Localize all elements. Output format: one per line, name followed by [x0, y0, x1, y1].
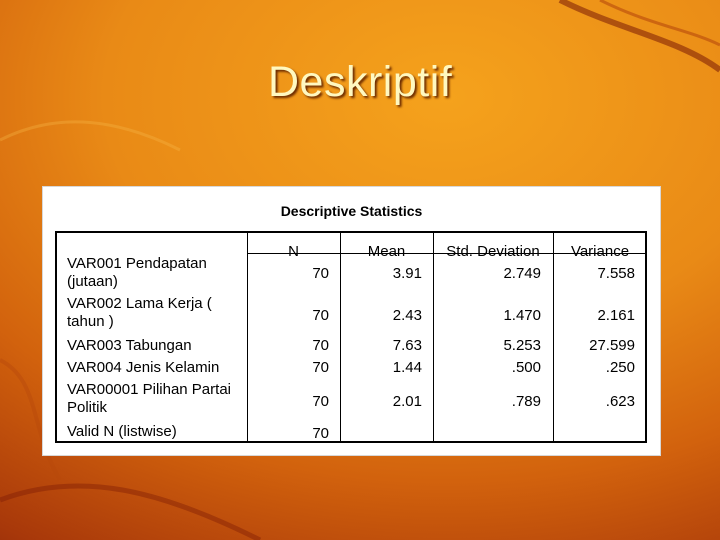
row-variance: 27.599	[589, 337, 635, 354]
row-mean: 2.43	[392, 307, 422, 324]
row-std: 5.253	[503, 337, 541, 354]
row-label: Valid N (listwise)	[67, 423, 177, 440]
header-std-deviation: Std. Deviation	[446, 243, 540, 260]
row-std: 2.749	[503, 265, 541, 282]
row-variance: 7.558	[597, 265, 635, 282]
row-label: VAR002 Lama Kerja ( tahun )	[67, 295, 212, 330]
row-variance: 2.161	[597, 307, 635, 324]
row-label: VAR004 Jenis Kelamin	[67, 359, 220, 376]
slide-title: Deskriptif	[268, 58, 453, 106]
header-variance: Variance	[570, 243, 630, 260]
row-n: 70	[312, 265, 329, 282]
descriptive-statistics-panel	[42, 186, 661, 456]
row-mean: 1.44	[392, 359, 422, 376]
row-label: VAR001 Pendapatan (jutaan)	[67, 255, 207, 290]
row-variance: .250	[605, 359, 635, 376]
row-mean: 7.63	[392, 337, 422, 354]
row-n: 70	[312, 359, 329, 376]
row-n: 70	[312, 307, 329, 324]
row-mean: 2.01	[392, 393, 422, 410]
row-variance: .623	[605, 393, 635, 410]
statistics-table	[55, 231, 647, 443]
row-n: 70	[312, 337, 329, 354]
row-std: 1.470	[503, 307, 541, 324]
row-std: .789	[511, 393, 541, 410]
row-label: VAR003 Tabungan	[67, 337, 192, 354]
header-mean: Mean	[367, 243, 406, 260]
header-n: N	[288, 243, 299, 260]
row-label: VAR00001 Pilihan Partai Politik	[67, 381, 231, 416]
row-n: 70	[312, 425, 329, 442]
row-std: .500	[511, 359, 541, 376]
table-caption: Descriptive Statistics	[280, 203, 423, 219]
row-mean: 3.91	[392, 265, 422, 282]
row-n: 70	[312, 393, 329, 410]
